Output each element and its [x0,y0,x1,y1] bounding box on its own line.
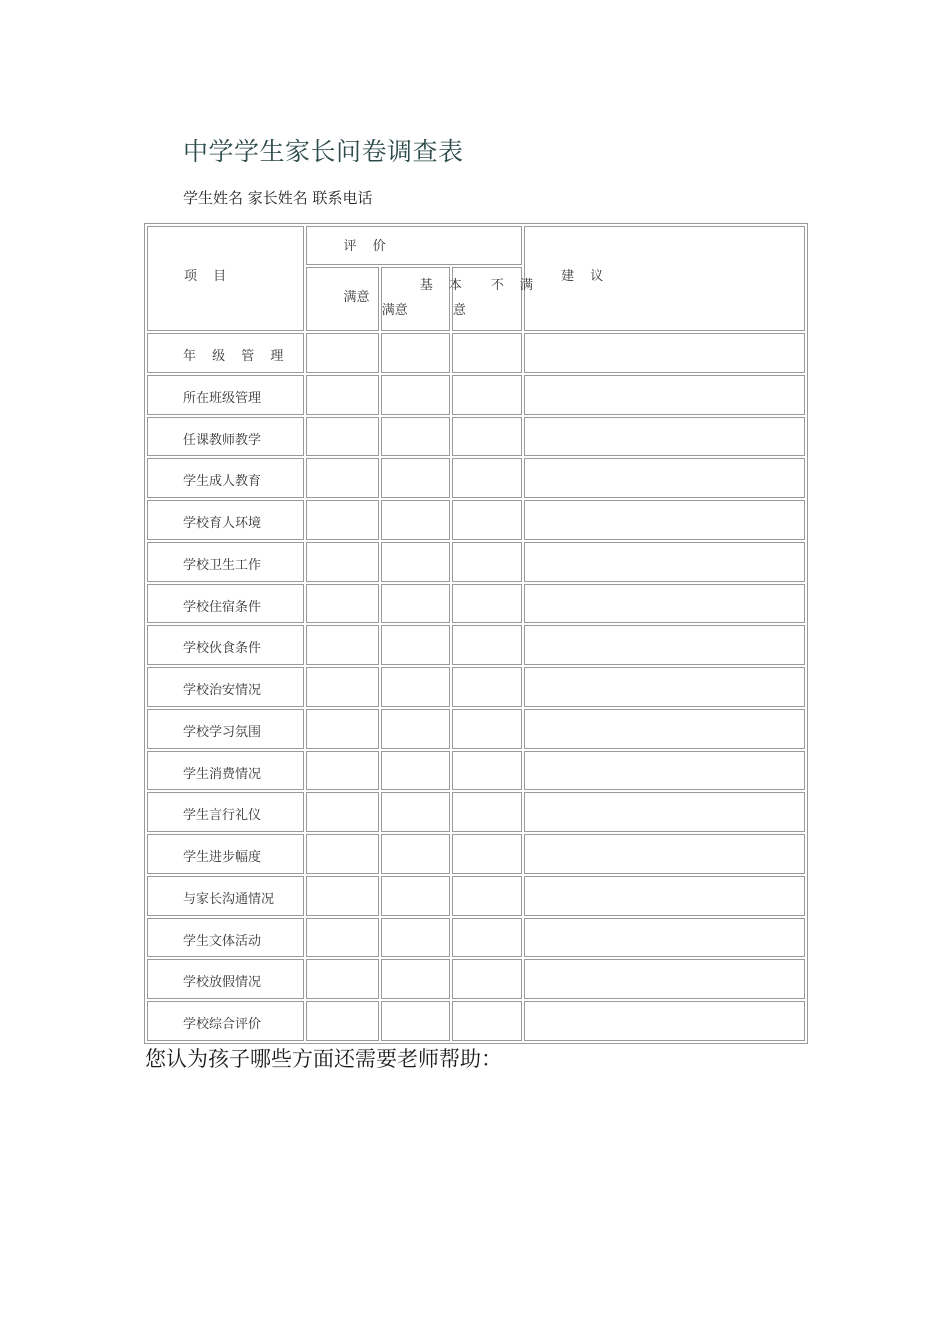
suggestion-cell[interactable] [524,918,805,958]
survey-table [144,223,808,1044]
table-row [147,542,805,582]
table-row [147,625,805,665]
basically-satisfied-cell[interactable] [381,1001,450,1041]
basically-satisfied-cell[interactable] [381,918,450,958]
unsatisfied-cell[interactable] [452,876,522,916]
satisfied-cell[interactable] [306,375,378,415]
suggestion-cell[interactable] [524,584,805,624]
suggestion-cell[interactable] [524,333,805,373]
table-row [147,500,805,540]
row-label: 学校育人环境 [147,500,304,540]
basically-satisfied-cell[interactable] [381,876,450,916]
basically-satisfied-cell[interactable] [381,375,450,415]
unsatisfied-cell[interactable] [452,834,522,874]
suggestion-cell[interactable] [524,792,805,832]
basically-satisfied-cell[interactable] [381,417,450,457]
basically-satisfied-cell[interactable] [381,333,450,373]
suggestion-cell[interactable] [524,458,805,498]
unsatisfied-cell[interactable] [452,625,522,665]
row-label: 年 级 管 理 [147,333,304,373]
help-question: 您认为孩子哪些方面还需要老师帮助： [145,1047,502,1071]
unsatisfied-cell[interactable] [452,959,522,999]
table-row [147,959,805,999]
table-row [147,751,805,791]
satisfied-cell[interactable] [306,792,378,832]
header-suggestion: 建 议 [524,226,805,331]
satisfied-cell[interactable] [306,542,378,582]
unsatisfied-cell[interactable] [452,751,522,791]
page-title: 中学学生家长问卷调查表 [183,137,464,166]
suggestion-cell[interactable] [524,542,805,582]
unsatisfied-cell[interactable] [452,375,522,415]
satisfied-cell[interactable] [306,918,378,958]
basically-satisfied-cell[interactable] [381,458,450,498]
header-basically-satisfied: 基 本 满意 [381,267,450,331]
basically-satisfied-cell[interactable] [381,542,450,582]
satisfied-cell[interactable] [306,834,378,874]
unsatisfied-cell[interactable] [452,333,522,373]
table-row [147,1001,805,1041]
row-label: 所在班级管理 [147,375,304,415]
basically-satisfied-cell[interactable] [381,792,450,832]
satisfied-cell[interactable] [306,1001,378,1041]
satisfied-cell[interactable] [306,667,378,707]
unsatisfied-cell[interactable] [452,918,522,958]
table-row [147,458,805,498]
row-label: 学校伙食条件 [147,625,304,665]
suggestion-cell[interactable] [524,500,805,540]
suggestion-cell[interactable] [524,667,805,707]
satisfied-cell[interactable] [306,876,378,916]
satisfied-cell[interactable] [306,458,378,498]
suggestion-cell[interactable] [524,375,805,415]
row-label: 学生成人教育 [147,458,304,498]
row-label: 学校放假情况 [147,959,304,999]
unsatisfied-cell[interactable] [452,458,522,498]
row-label: 学校卫生工作 [147,542,304,582]
basically-satisfied-cell[interactable] [381,959,450,999]
suggestion-cell[interactable] [524,876,805,916]
satisfied-cell[interactable] [306,333,378,373]
unsatisfied-cell[interactable] [452,792,522,832]
suggestion-cell[interactable] [524,751,805,791]
satisfied-cell[interactable] [306,751,378,791]
row-label: 与家长沟通情况 [147,876,304,916]
table-row [147,918,805,958]
unsatisfied-cell[interactable] [452,542,522,582]
unsatisfied-cell[interactable] [452,500,522,540]
row-label: 学生言行礼仪 [147,792,304,832]
suggestion-cell[interactable] [524,1001,805,1041]
table-row [147,876,805,916]
header-unsatisfied: 不 满 意 [452,267,522,331]
row-label: 任课教师教学 [147,417,304,457]
table-row [147,584,805,624]
unsatisfied-cell[interactable] [452,584,522,624]
basically-satisfied-cell[interactable] [381,751,450,791]
table-row [147,333,805,373]
basically-satisfied-cell[interactable] [381,625,450,665]
table-row [147,834,805,874]
suggestion-cell[interactable] [524,709,805,749]
row-label: 学校综合评价 [147,1001,304,1041]
unsatisfied-cell[interactable] [452,417,522,457]
info-line: 学生姓名 家长姓名 联系电话 [183,189,373,207]
satisfied-cell[interactable] [306,417,378,457]
basically-satisfied-cell[interactable] [381,667,450,707]
suggestion-cell[interactable] [524,959,805,999]
satisfied-cell[interactable] [306,959,378,999]
table-row [147,709,805,749]
suggestion-cell[interactable] [524,834,805,874]
unsatisfied-cell[interactable] [452,1001,522,1041]
row-label: 学生进步幅度 [147,834,304,874]
table-row [147,375,805,415]
row-label: 学校治安情况 [147,667,304,707]
unsatisfied-cell[interactable] [452,709,522,749]
suggestion-cell[interactable] [524,625,805,665]
satisfied-cell[interactable] [306,500,378,540]
basically-satisfied-cell[interactable] [381,709,450,749]
row-label: 学生消费情况 [147,751,304,791]
table-row [147,417,805,457]
table-row [147,792,805,832]
table-row [147,667,805,707]
basically-satisfied-cell[interactable] [381,584,450,624]
header-evaluation: 评 价 [306,226,522,265]
satisfied-cell[interactable] [306,625,378,665]
satisfied-cell[interactable] [306,709,378,749]
basically-satisfied-cell[interactable] [381,500,450,540]
header-satisfied: 满意 [306,267,378,331]
suggestion-cell[interactable] [524,417,805,457]
row-label: 学校住宿条件 [147,584,304,624]
unsatisfied-cell[interactable] [452,667,522,707]
row-label: 学生文体活动 [147,918,304,958]
satisfied-cell[interactable] [306,584,378,624]
header-item: 项 目 [147,226,304,331]
basically-satisfied-cell[interactable] [381,834,450,874]
row-label: 学校学习氛围 [147,709,304,749]
